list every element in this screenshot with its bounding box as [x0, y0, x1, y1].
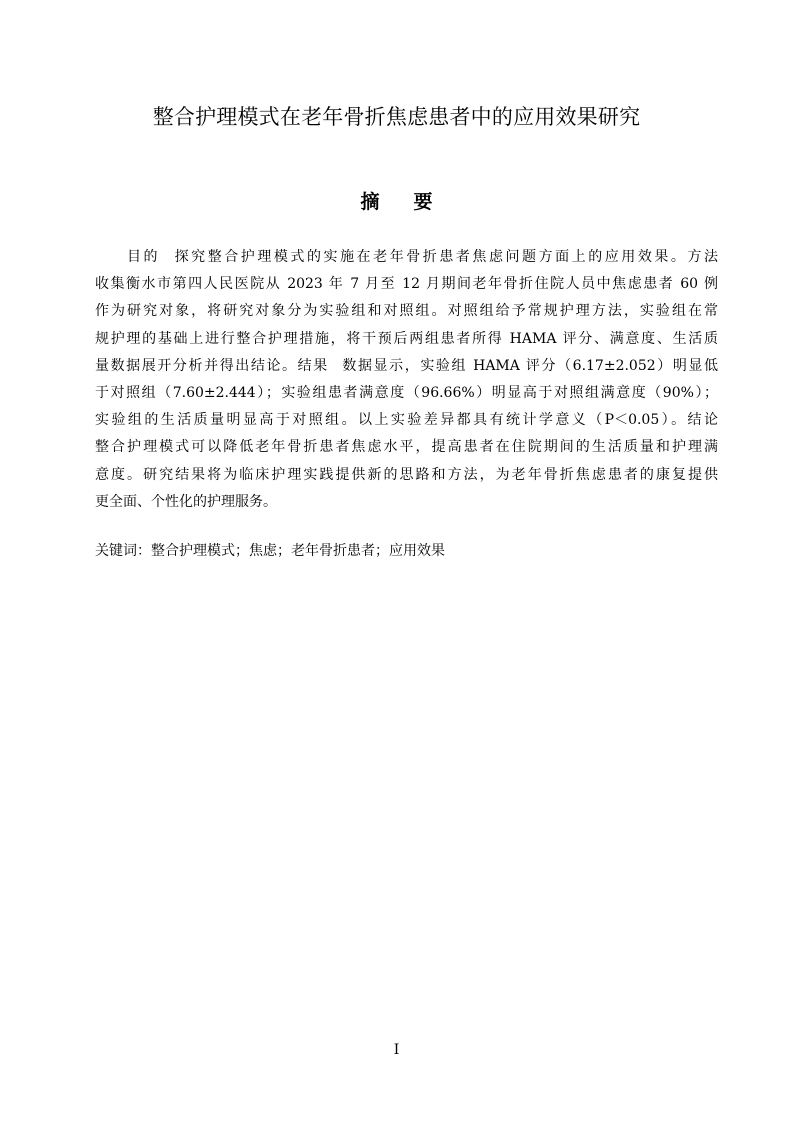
keywords: [95, 538, 718, 564]
keywords-text: 整合护理模式；焦虑；老年骨折患者；应用效果: [151, 543, 445, 559]
abstract-line: 整合护理模式可以降低老年骨折患者焦虑水平，提高患者在住院期间的生活质量和护理满: [95, 439, 718, 456]
abstract-line-text: 量数据展开分析并得出结论。结果: [95, 357, 329, 374]
page-number: I: [393, 1042, 400, 1058]
abstract-line: 实验组的生活质量明显高于对照组。以上实验差异都具有统计学意义（P＜0.05）。结论: [95, 412, 718, 429]
abstract-line: [95, 244, 718, 271]
abstract-line-text: 数据显示，实验组 HAMA 评分（6.17±2.052）明显低: [340, 357, 718, 374]
abstract-line: 于对照组（7.60±2.444）；实验组患者满意度（96.66%）明显高于对照组满意度（90%）；: [95, 384, 718, 401]
abstract-line: 收集衡水市第四人民医院从 2023 年 7 月至 12 月期间老年骨折住院人员中焦虑患者 60 例: [95, 276, 718, 293]
abstract-heading-char-2: 要: [413, 191, 433, 213]
keywords-label: 关键词：: [95, 543, 151, 559]
abstract-line: 更全面、个性化的护理服务。: [95, 493, 277, 510]
section-label-purpose: 目的: [127, 249, 161, 265]
paper-title: 整合护理模式在老年骨折焦虑患者中的应用效果研究: [152, 105, 641, 129]
abstract-line-text: 探究整合护理模式的实施在老年骨折患者焦虑问题方面上的应用效果。方法: [172, 249, 719, 265]
abstract-line: 规护理的基础上进行整合护理措施，将干预后两组患者所得 HAMA 评分、满意度、生活质: [95, 330, 718, 347]
abstract-line: [95, 353, 718, 380]
abstract-line: 意度。研究结果将为临床护理实践提供新的思路和方法，为老年骨折焦虑患者的康复提供: [95, 466, 718, 483]
abstract-line: 作为研究对象，将研究对象分为实验组和对照组。对照组给予常规护理方法，实验组在常: [95, 303, 718, 320]
abstract-heading: [0, 188, 793, 216]
abstract-body: [95, 244, 718, 516]
abstract-heading-char-1: 摘: [360, 191, 380, 213]
